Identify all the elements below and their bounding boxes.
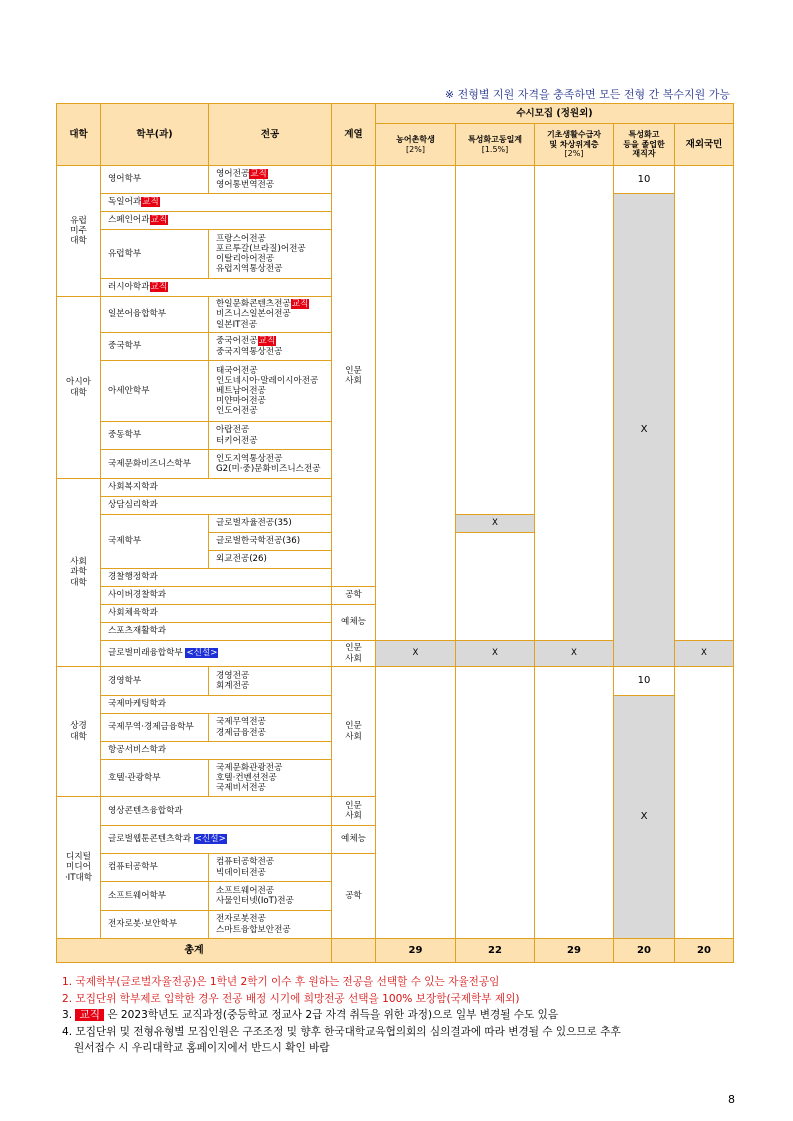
dept-china: 중국학부 <box>100 332 209 361</box>
major-intl3: 외교전공(26) <box>208 550 332 569</box>
major-asean: 태국어전공 인도네시아·말레이시아전공 베트남어전공 미얀마어전공 인도어전공 <box>208 360 332 422</box>
dept-hotel: 호텔·관광학부 <box>100 759 209 797</box>
col1-global-x: X <box>375 640 456 667</box>
col2-block-1 <box>455 165 535 515</box>
field-arts-1: 예체능 <box>331 604 376 641</box>
col1-block-1 <box>375 165 456 641</box>
footnotes <box>62 974 742 1057</box>
total-field-empty <box>331 938 376 963</box>
total-col1: 29 <box>375 938 456 963</box>
major-hotel: 국제문화관광전공 호텔·컨벤션전공 국제비서전공 <box>208 759 332 797</box>
field-humsoc-1: 인문 사회 <box>331 165 376 587</box>
total-label: 총계 <box>56 938 332 963</box>
header-col1: 농어촌학생 [2%] <box>375 123 456 166</box>
univ-europe: 유럽 미주 대학 <box>56 165 101 297</box>
note-4: 4. 모집단위 및 전형유형별 모집인원은 구조조정 및 향후 한국대학교육협의회의 심의결과에 따라 변경될 수 있으므로 추후 <box>62 1025 621 1038</box>
col3-global-x: X <box>534 640 614 667</box>
dept-sports: 스포츠재활학과 <box>100 622 332 641</box>
dept-intlculture: 국제문화비즈니스학부 <box>100 449 209 479</box>
dept-english: 영어학부 <box>100 165 209 194</box>
dept-german: 독일어과교직 <box>100 193 332 212</box>
major-intl1: 글로벌자율전공(35) <box>208 514 332 533</box>
dept-spanish: 스페인어과교직 <box>100 211 332 230</box>
dept-pe: 사회체육학과 <box>100 604 332 623</box>
major-japan: 한일문화콘텐츠전공교직 비즈니스일본어전공 일본IT전공 <box>208 296 332 333</box>
major-intlculture: 인도지역통상전공 G2(미·중)문화비즈니스전공 <box>208 449 332 479</box>
dept-aviation: 항공서비스학과 <box>100 741 332 760</box>
col2-intl1-x: X <box>455 514 535 533</box>
page-number: 8 <box>728 1093 735 1106</box>
total-col5: 20 <box>674 938 734 963</box>
note-4-cont: 원서접수 시 우리대학교 홈페이지에서 반드시 확인 바람 <box>74 1042 330 1054</box>
dept-japan: 일본어융합학부 <box>100 296 209 333</box>
dept-welfare: 사회복지학과 <box>100 478 332 497</box>
col3-block-1 <box>534 165 614 641</box>
dept-business: 경영학부 <box>100 666 209 696</box>
col1-block-2 <box>375 666 456 939</box>
total-col2: 22 <box>455 938 535 963</box>
note-1: 1. 국제학부(글로벌자율전공)은 1학년 2학기 이수 후 원하는 전공을 선택할 수 있는 자율전공임 <box>62 976 500 988</box>
header-col3: 기초생활수급자 및 차상위계층 [2%] <box>534 123 614 166</box>
major-europe: 프랑스어전공 포르투갈(브라질)어전공 이탈리아어전공 유럽지역통상전공 <box>208 229 332 279</box>
top-note: ※ 전형별 지원 자격을 충족하면 모든 전형 간 복수지원 가능 <box>444 88 730 101</box>
major-china: 중국어전공교직 중국지역통상전공 <box>208 332 332 361</box>
header-major: 전공 <box>208 103 332 166</box>
col5-block-2 <box>674 666 734 939</box>
dept-intl: 국제학부 <box>100 514 209 569</box>
col3-block-2 <box>534 666 614 939</box>
univ-commerce: 상경 대학 <box>56 666 101 797</box>
dept-mideast: 중동학부 <box>100 421 209 450</box>
header-dept: 학부(과) <box>100 103 209 166</box>
dept-video: 영상콘텐츠융합학과 <box>100 796 332 826</box>
major-business: 경영전공 회계전공 <box>208 666 332 696</box>
dept-police: 경찰행정학과 <box>100 568 332 587</box>
major-trade: 국제무역전공 경제금융전공 <box>208 713 332 742</box>
col5-global-x: X <box>674 640 734 667</box>
col4-english-10: 10 <box>613 165 675 194</box>
dept-computer: 컴퓨터공학부 <box>100 853 209 882</box>
dept-robot: 전자로봇·보안학부 <box>100 910 209 939</box>
field-humsoc-3: 인문 사회 <box>331 666 376 797</box>
note-3: 3. 교직 은 2023학년도 교직과정(중등학교 정교사 2급 자격 취득을 위한 과정)으로 일부 변경될 수도 있음 <box>62 1009 559 1021</box>
major-software: 소프트웨어전공 사물인터넷(IoT)전공 <box>208 881 332 911</box>
dept-webtoon: 글로벌웹툰콘텐츠학과 <신설> <box>100 825 332 854</box>
field-humsoc-4: 인문 사회 <box>331 796 376 826</box>
col2-block-3 <box>455 666 535 939</box>
note-2: 2. 모집단위 학부제로 입학한 경우 전공 배정 시기에 희망전공 선택을 100% 보장함(국제학부 제외) <box>62 992 520 1005</box>
header-field: 계열 <box>331 103 376 166</box>
major-robot: 전자로봇전공 스마트융합보안전공 <box>208 910 332 939</box>
dept-global: 글로벌미래융합학부 <신설> <box>100 640 332 667</box>
dept-software: 소프트웨어학부 <box>100 881 209 911</box>
field-eng-1: 공학 <box>331 586 376 605</box>
total-col4: 20 <box>613 938 675 963</box>
dept-europe: 유럽학부 <box>100 229 209 279</box>
major-mideast: 아랍전공 터키어전공 <box>208 421 332 450</box>
major-english: 영어전공교직 영어통번역전공 <box>208 165 332 194</box>
dept-trade: 국제무역·경제금융학부 <box>100 713 209 742</box>
dept-asean: 아세안학부 <box>100 360 209 422</box>
col4-block-gray-2: X <box>613 695 675 939</box>
header-col2: 특성화고동일계 [1.5%] <box>455 123 535 166</box>
col4-business-10: 10 <box>613 666 675 696</box>
dept-russian: 러시아학과교직 <box>100 278 332 297</box>
univ-digital: 디지털 미디어 ·IT대학 <box>56 796 101 939</box>
field-arts-2: 예체능 <box>331 825 376 854</box>
header-univ: 대학 <box>56 103 101 166</box>
col2-global-x: X <box>455 640 535 667</box>
dept-cyber: 사이버경찰학과 <box>100 586 332 605</box>
total-col3: 29 <box>534 938 614 963</box>
field-humsoc-2: 인문 사회 <box>331 640 376 667</box>
major-computer: 컴퓨터공학전공 빅데이터전공 <box>208 853 332 882</box>
field-eng-2: 공학 <box>331 853 376 939</box>
dept-marketing: 국제마케팅학과 <box>100 695 332 714</box>
major-intl2: 글로벌한국학전공(36) <box>208 532 332 551</box>
header-group: 수시모집 (정원외) <box>375 103 734 124</box>
col5-block-1 <box>674 165 734 641</box>
univ-asia: 아시아 대학 <box>56 296 101 479</box>
col2-block-2 <box>455 532 535 641</box>
dept-counsel: 상담심리학과 <box>100 496 332 515</box>
col4-block-gray-1: X <box>613 193 675 667</box>
header-col4: 특성화고 등을 졸업한 재직자 <box>613 123 675 166</box>
univ-social: 사회 과학 대학 <box>56 478 101 667</box>
header-col5: 재외국민 <box>674 123 734 166</box>
